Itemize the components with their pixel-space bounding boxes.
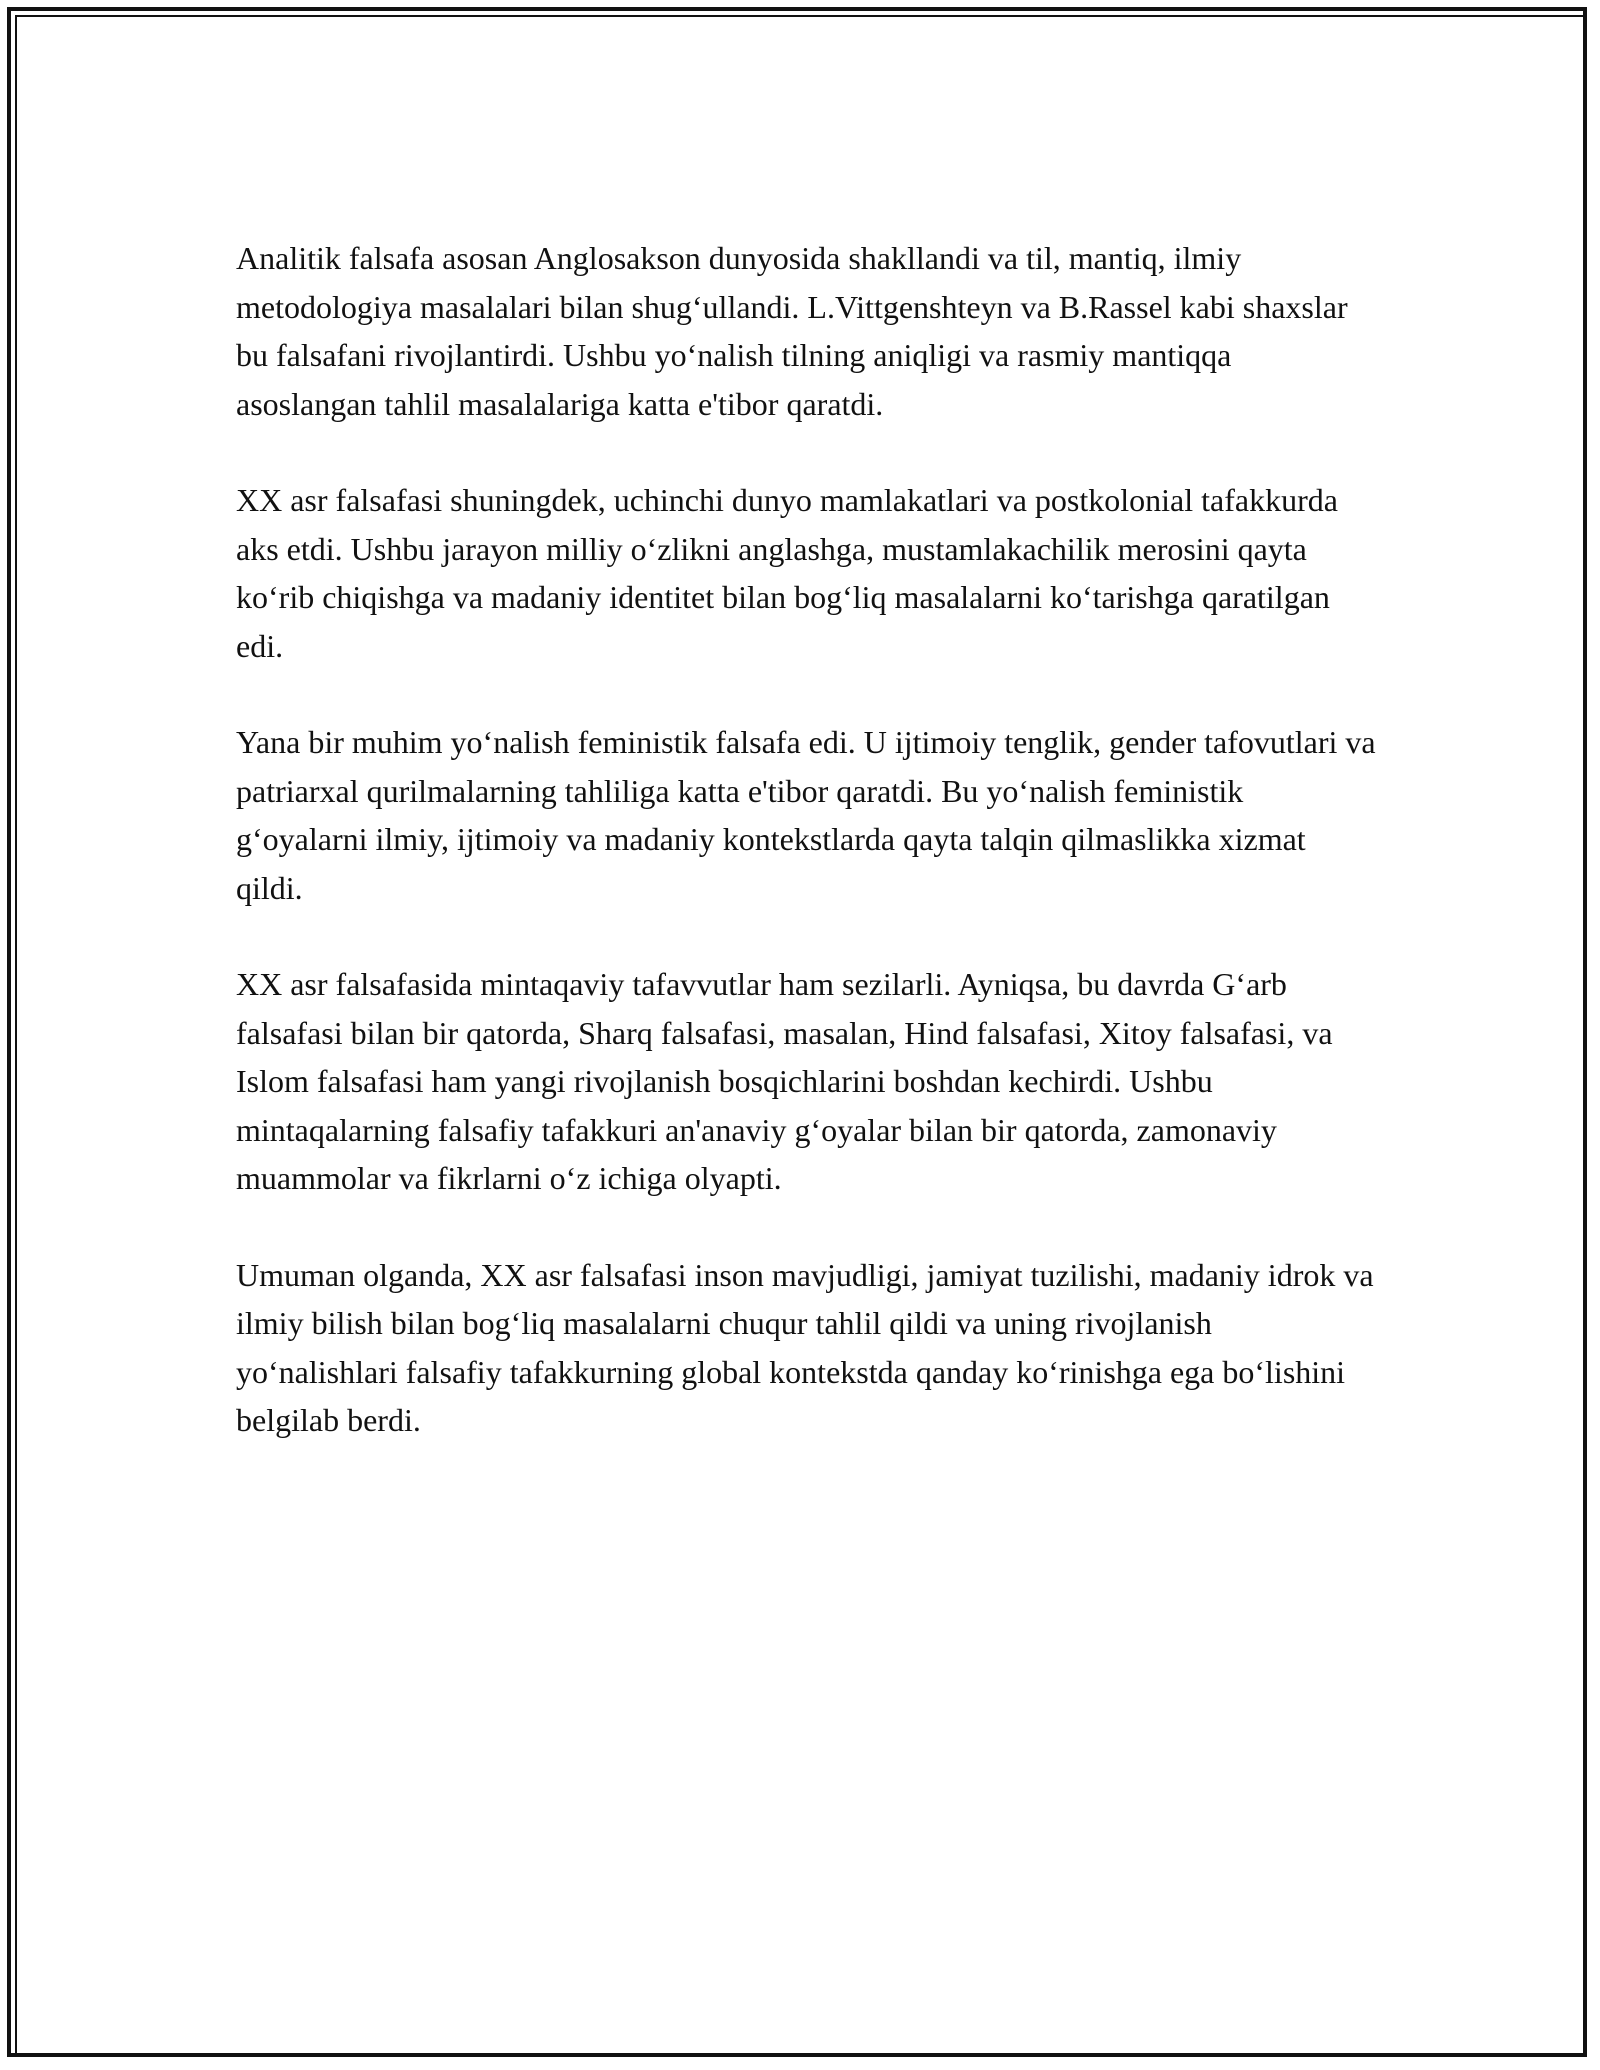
document-body (236, 234, 1376, 1493)
paragraph-postcolonial-thought: XX asr falsafasi shuningdek, uchinchi dunyo mamlakatlari va postkolonial tafakkurda aks etdi. Ushbu jarayon milliy o‘zlikni anglashga, mustamlakachilik merosini qayta ko‘rib chiqishga va madaniy identitet bilan bog‘liq masalalarni ko‘tarishga qaratilgan edi. (236, 482, 1338, 664)
paragraph-regional-differences: XX asr falsafasida mintaqaviy tafavvutlar ham sezilarli. Ayniqsa, bu davrda G‘arb falsafasi bilan bir qatorda, Sharq falsafasi, masalan, Hind falsafasi, Xitoy falsafasi, va Islom falsafasi ham yangi rivojlanish bosqichlarini boshdan kechirdi. Ushbu mintaqalarning falsafiy tafakkuri an'anaviy g‘oyalar bilan bir qatorda, zamonaviy muammolar va fikrlarni o‘z ichiga olyapti. (236, 966, 1333, 1196)
paragraph-feminist-philosophy: Yana bir muhim yo‘nalish feministik falsafa edi. U ijtimoiy tenglik, gender tafovutlari va patriarxal qurilmalarning tahliliga katta e'tibor qaratdi. Bu yo‘nalish feministik g‘oyalarni ilmiy, ijtimoiy va madaniy kontekstlarda qayta talqin qilmaslikka xizmat qildi. (236, 724, 1376, 906)
paragraph-conclusion: Umuman olganda, XX asr falsafasi inson mavjudligi, jamiyat tuzilishi, madaniy idrok va ilmiy bilish bilan bog‘liq masalalarni chuqur tahlil qildi va uning rivojlanish yo‘nalishlari falsafiy tafakkurning global kontekstda qanday ko‘rinishga ega bo‘lishini belgilab berdi. (236, 1256, 1374, 1438)
paragraph-analytic-philosophy: Analitik falsafa asosan Anglosakson dunyosida shakllandi va til, mantiq, ilmiy metodologiya masalalari bilan shug‘ullandi. L.Vittgenshteyn va B.Rassel kabi shaxslar bu falsafani rivojlantirdi. Ushbu yo‘nalish tilning aniqligi va rasmiy mantiqqa asoslangan tahlil masalalariga katta e'tibor qaratdi. (236, 240, 1348, 422)
